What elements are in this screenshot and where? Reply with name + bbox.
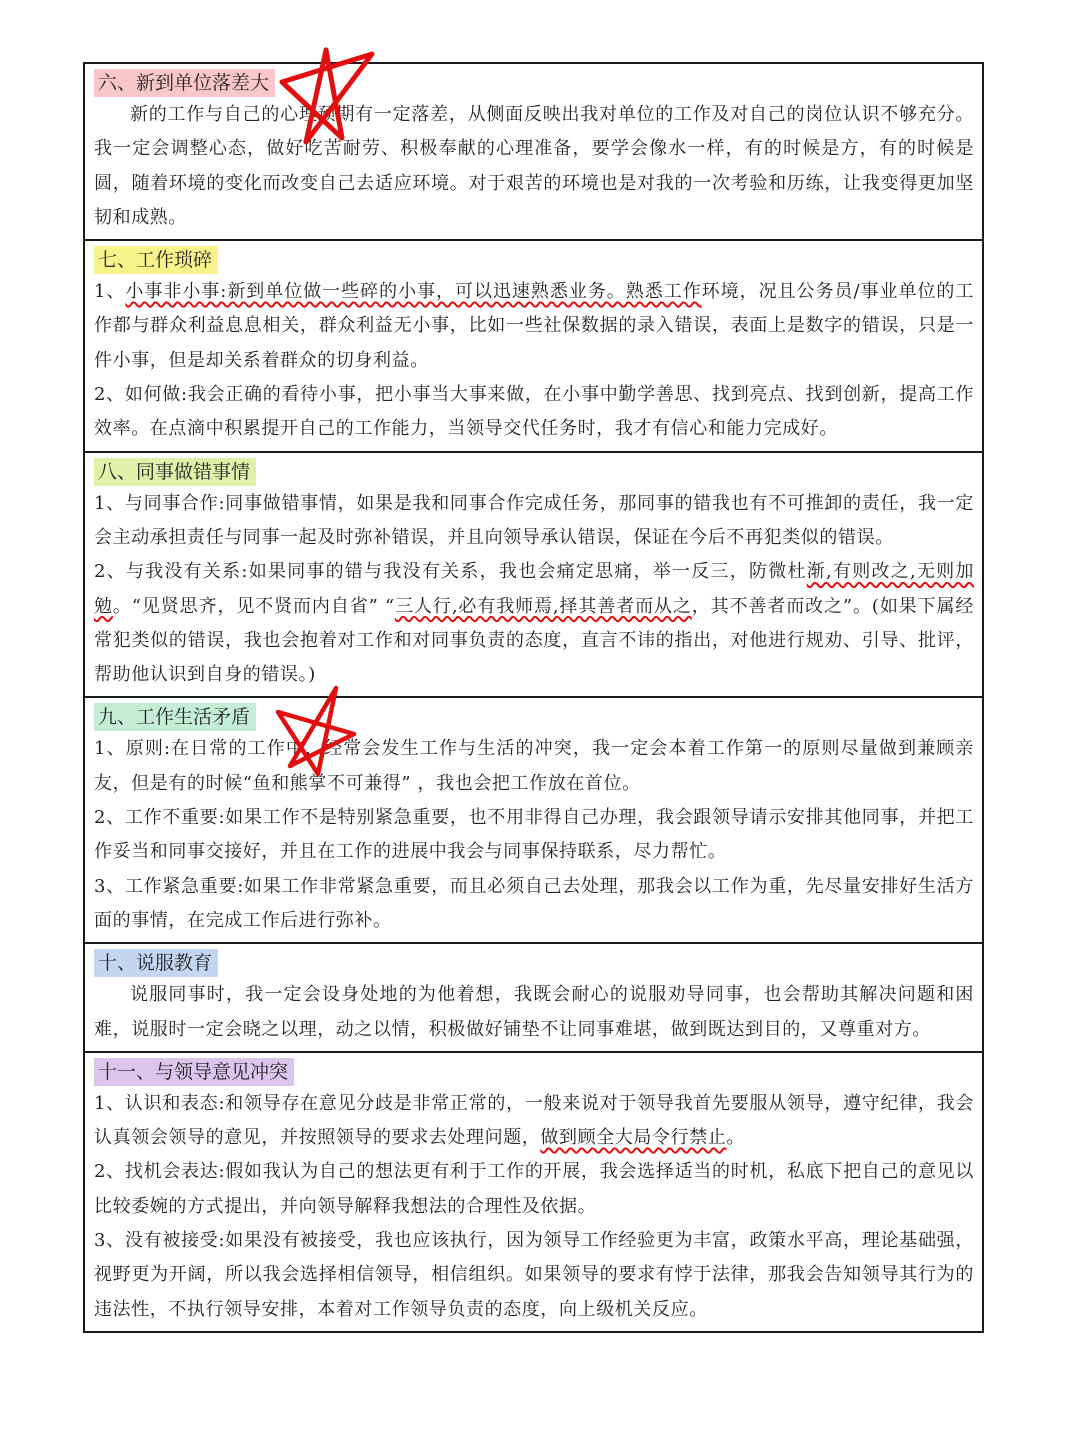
paragraph (94, 378, 974, 447)
underlined-text: 渐,有则改之,无则加勉 (94, 561, 974, 617)
paragraph-text: 新的工作与自己的心理预期有一定落差，从侧面反映出我对单位的工作及对自己的岗位认识不够充分。我一定会调整心态，做好吃苦耐劳、积极奉献的心理准备，要学会像水一样，有的时候是方，有的时候是圆，随着环境的变化而改变自己去适应环境。对于艰苦的环境也是对我的一次考验和历练，让我变得更加坚韧和成熟。 (94, 104, 974, 228)
section-heading: 十一、与领导意见冲突 (94, 1058, 294, 1086)
paragraph (94, 275, 974, 378)
paragraph-text: 1、认识和表态:和领导存在意见分歧是非常正常的，一般来说对于领导我首先要服从领导，遵守纪律，我会认真领会领导的意见，并按照领导的要求去处理问题， (94, 1092, 974, 1149)
section-heading: 八、同事做错事情 (94, 458, 256, 486)
paragraph-text: 3、工作紧急重要:如果工作非常紧急重要，而且必须自己去处理，那我会以工作为重，先尽量安排好生活方面的事情，在完成工作后进行弥补。 (94, 875, 974, 931)
section-new-unit-gap (85, 64, 982, 239)
paragraph (94, 1155, 974, 1224)
section-leader-disagreement (85, 1051, 982, 1331)
section-work-life-conflict (85, 696, 982, 942)
paragraph-text: 2、工作不重要:如果工作不是特别紧急重要，也不用非得自己办理，我会跟领导请示安排其他同事，并把工作妥当和同事交接好，并且在工作的进展中我会与同事保持联系，尽力帮忙。 (94, 807, 974, 863)
paragraph-text: 环境，况且公务员/事业单位的工作都与群众利益息息相关，群众利益无小事，比如一些社保数据的录入错误，表面上是数字的错误，只是一件小事，但是却关系着群众的切身利益。 (94, 281, 974, 371)
paragraph-text: ，其不善者而改之”。(如果下属经常犯类似的错误，我也会抱着对工作和对同事负责的态度，直言不讳的指出，对他进行规劝、引导、批评，帮助他认识到自身的错误。) (94, 595, 975, 686)
section-heading: 七、工作琐碎 (94, 246, 218, 274)
underlined-text: 三人行,必有我师焉,择其善者而从之 (394, 595, 692, 617)
paragraph-text: 3、没有被接受:如果没有被接受，我也应该执行，因为领导工作经验更为丰富，政策水平高，理论基础强，视野更为开阔，所以我会选择相信领导，相信组织。如果领导的要求有悖于法律，那我会告知领导其行为的违法性，不执行领导安排，本着对工作领导负责的态度，向上级机关反应。 (94, 1230, 974, 1320)
paragraph-text: 2、找机会表达:假如我认为自己的想法更有利于工作的开展，我会选择适当的时机，私底下把自己的意见以比较委婉的方式提出，并向领导解释我想法的合理性及依据。 (94, 1161, 974, 1217)
paragraph (94, 487, 974, 556)
section-body (94, 98, 974, 235)
section-heading: 六、新到单位落差大 (94, 69, 275, 97)
paragraph-text: 。 (726, 1127, 746, 1149)
paragraph (94, 978, 974, 1047)
paragraph-text: 说服同事时，我一定会设身处地的为他着想，我既会耐心的说服劝导同事，也会帮助其解决问题和困难，说服时一定会晓之以理，动之以情，积极做好铺垫不让同事难堪，做到既达到目的，又尊重对方。 (94, 984, 974, 1040)
section-persuasion (85, 942, 982, 1051)
paragraph-text: 。“见贤思齐，见不贤而内自省” “ (112, 595, 395, 617)
paragraph-text: 2、如何做:我会正确的看待小事，把小事当大事来做，在小事中勤学善思、找到亮点、找到创新，提高工作效率。在点滴中积累提开自己的工作能力，当领导交代任务时，我才有信心和能力完成好。 (94, 384, 974, 440)
section-colleague-mistake (85, 451, 982, 697)
paragraph (94, 732, 974, 801)
section-body (94, 978, 974, 1047)
section-body (94, 487, 974, 693)
paragraph (94, 98, 974, 235)
section-heading: 九、工作生活矛盾 (94, 703, 256, 731)
underlined-text: 小事非小事:新到单位做一些碎的小事，可以迅速熟悉业务。熟悉工作 (125, 281, 702, 303)
section-heading: 十、说服教育 (94, 949, 218, 977)
section-body (94, 732, 974, 938)
paragraph (94, 870, 974, 939)
paragraph-text: 1、 (94, 281, 126, 303)
paragraph-text: 2、与我没有关系:如果同事的错与我没有关系，我也会痛定思痛，举一反三，防微杜 (94, 561, 807, 583)
paragraph (94, 1087, 974, 1156)
paragraph-text: 1、与同事合作:同事做错事情，如果是我和同事合作完成任务，那同事的错我也有不可推卸的责任，我一定会主动承担责任与同事一起及时弥补错误，并且向领导承认错误，保证在今后不再犯类似的错误。 (94, 492, 974, 548)
paragraph (94, 801, 974, 870)
paragraph (94, 555, 974, 692)
section-body (94, 1087, 974, 1327)
section-body (94, 275, 974, 446)
paragraph-text: 1、原则:在日常的工作中，经常会发生工作与生活的冲突，我一定会本着工作第一的原则尽量做到兼顾亲友，但是有的时候“鱼和熊掌不可兼得” ，我也会把工作放在首位。 (94, 738, 974, 794)
section-trivial-work (85, 239, 982, 450)
notes-sheet (83, 62, 984, 1333)
paragraph (94, 1224, 974, 1327)
underlined-text: 做到顾全大局令行禁止 (540, 1127, 727, 1149)
